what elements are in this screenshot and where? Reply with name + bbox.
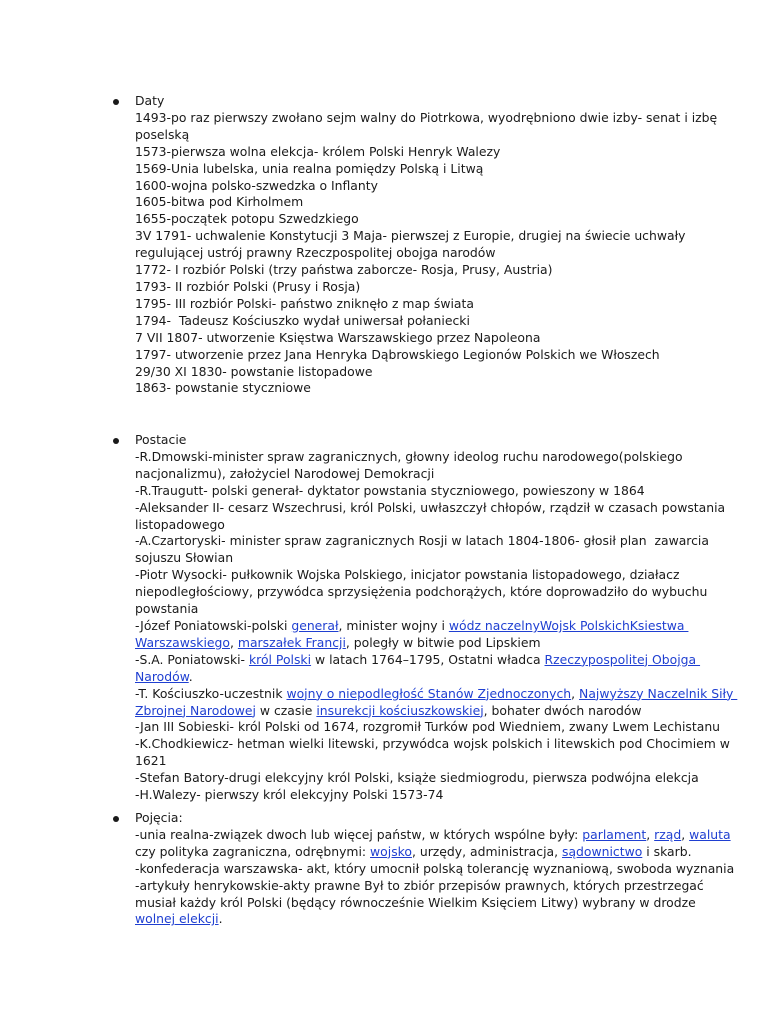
text-run: -Józef Poniatowski-polski [135, 617, 292, 633]
section-pojecia [135, 810, 735, 928]
section-daty [135, 93, 718, 397]
text-run: -Piotr Wysocki- pułkownik Wojska Polskiego, inicjator powstania listopadowego, działacz [135, 567, 680, 583]
bullet-icon [113, 438, 119, 444]
section-heading: Daty [135, 93, 165, 108]
text-run: 1795- III rozbiór Polski- państwo zniknęło z map świata [135, 295, 474, 311]
text-run: sojuszu Słowian [135, 550, 234, 566]
text-line [135, 567, 680, 584]
text-line [135, 262, 675, 279]
text-run: 1794- Tadeusz Kościuszko wydał uniwersał połaniecki [135, 312, 470, 328]
text-run: -S.A. Poniatowski- [135, 651, 249, 667]
text-line [135, 736, 730, 753]
text-line [135, 685, 738, 703]
hyperlink[interactable]: sądownictwo [562, 843, 643, 859]
text-run: . [188, 668, 193, 684]
text-run: 1797- utworzenie przez Jana Henryka Dąbrowskiego Legionów Polskich we Włoszech [135, 346, 660, 362]
text-run: 1573-pierwsza wolna elekcja- królem Polski Henryk Walezy [135, 143, 501, 159]
text-run: -unia realna-związek dwoch lub więcej państw, w których wspólne były: [135, 826, 583, 842]
text-run: -konfederacja warszawska- akt, który umocnił polską tolerancję wyznaniową, swoboda wyznania [135, 860, 735, 876]
text-run: -Stefan Batory-drugi elekcyjny król Polski, książe siedmiogrodu, pierwsza podwójna elekcja [135, 770, 699, 786]
text-run: i skarb. [642, 843, 692, 859]
bullet-icon [113, 99, 119, 105]
hyperlink[interactable]: Rzeczypospolitej Obojga [544, 651, 701, 667]
hyperlink[interactable]: wojsko [370, 843, 412, 859]
hyperlink[interactable]: rząd [654, 826, 682, 842]
text-line [135, 787, 675, 804]
section-postacie [135, 432, 738, 804]
text-line [135, 601, 675, 618]
text-line [135, 245, 675, 262]
text-line [135, 635, 675, 652]
hyperlink[interactable]: Zbrojnej Narodowej [135, 702, 256, 718]
text-run: -Jan III Sobieski- król Polski od 1674, rozgromił Turków pod Wiedniem, zwany Lwem Lechistanu [135, 719, 721, 735]
hyperlink[interactable]: marszałek Francji [237, 634, 346, 650]
text-run: poselską [135, 126, 190, 142]
text-run: 3V 1791- uchwalenie Konstytucji 3 Maja- pierwszej z Europie, drugiej na świecie uchwały [135, 228, 686, 244]
text-run: -K.Chodkiewicz- hetman wielki litewski, przywódca wojsk polskich i litewskich pod Chocimiem w [135, 736, 730, 752]
text-line [135, 703, 675, 720]
text-run: 1772- I rozbiór Polski (trzy państwa zaborcze- Rosja, Prusy, Austria) [135, 262, 553, 278]
text-run: -Aleksander II- cesarz Wszechrusi, król Polski, uwłaszczył chłopów, rządził w czasach powstania [135, 499, 726, 515]
text-run: w latach 1764–1795, Ostatni władca [311, 651, 545, 667]
text-run: 1605-bitwa pod Kirholmem [135, 194, 304, 210]
text-line [135, 651, 701, 669]
text-run: . [218, 911, 223, 927]
text-line [135, 144, 675, 161]
text-line [135, 550, 675, 567]
text-line [135, 669, 675, 686]
text-line [135, 296, 675, 313]
text-line [135, 911, 675, 928]
section-heading: Pojęcia: [135, 810, 183, 825]
text-run: , minister wojny i [338, 617, 449, 633]
text-line [135, 483, 675, 500]
text-line [135, 860, 735, 878]
text-line [135, 533, 709, 550]
text-run: 1493-po raz pierwszy zwołano sejm walny do Piotrkowa, wyodrębniono dwie izby- senat i izbę [135, 109, 718, 125]
text-run: , [229, 634, 238, 650]
text-run: czy polityka zagraniczna, odrębnymi: [135, 843, 371, 859]
text-run: 1793- II rozbiór Polski (Prusy i Rosja) [135, 278, 361, 294]
text-line [135, 877, 704, 895]
hyperlink[interactable]: Narodów [135, 668, 189, 684]
text-line [135, 894, 696, 912]
text-line [135, 617, 689, 635]
text-line [135, 161, 675, 178]
text-run: 1600-wojna polsko-szwedzka o Inflanty [135, 177, 378, 193]
text-run: 1863- powstanie styczniowe [135, 380, 311, 396]
text-line [135, 584, 708, 601]
hyperlink[interactable]: wódz naczelnyWojsk PolskichKsiestwa [448, 617, 689, 633]
text-line [135, 364, 675, 381]
text-run: nacjonalizmu), założyciel Narodowej Demokracji [135, 465, 435, 481]
text-line [135, 499, 726, 517]
hyperlink[interactable]: insurekcji kościuszkowskiej [316, 702, 484, 718]
text-run: , [571, 685, 580, 701]
text-run: -R.Traugutt- polski generał- dyktator powstania styczniowego, powieszony w 1864 [135, 482, 645, 498]
text-run: -R.Dmowski-minister spraw zagranicznych, głowny ideolog ruchu narodowego(polskiego [135, 448, 683, 464]
text-run: powstania [135, 601, 199, 617]
text-run: 29/30 XI 1830- powstanie listopadowe [135, 363, 373, 379]
text-run: w czasie [255, 702, 317, 718]
text-run: niepodległościowy, przywódca sprzysiężenia podchorążych, które doprowadziło do wybuchu [135, 584, 708, 600]
hyperlink[interactable]: waluta [689, 826, 731, 842]
text-run: musiał każdy król Polski (będący równocześnie Wielkim Księciem Litwy) wybrany w drodze [135, 894, 696, 910]
hyperlink[interactable]: wojny o niepodległość Stanów Zjednoczonych [286, 685, 572, 701]
hyperlink[interactable]: generał [291, 617, 339, 633]
text-run: listopadowego [135, 516, 225, 532]
section-heading: Postacie [135, 432, 187, 447]
text-run: 1569-Unia lubelska, unia realna pomiędzy Polską i Litwą [135, 160, 484, 176]
text-line [135, 178, 675, 195]
hyperlink[interactable]: parlament [582, 826, 647, 842]
section-lines [135, 109, 718, 397]
text-line [135, 330, 675, 347]
text-line [135, 719, 721, 736]
text-run: 1621 [135, 753, 167, 769]
text-line [135, 347, 675, 364]
text-line [135, 109, 718, 127]
text-line [135, 211, 675, 228]
text-line [135, 228, 686, 245]
bullet-icon [113, 816, 119, 822]
text-run: 1655-początek potopu Szwedzkiego [135, 211, 359, 227]
text-line [135, 448, 683, 466]
text-line [135, 466, 675, 483]
text-run: , [681, 826, 690, 842]
text-run: regulującej ustrój prawny Rzeczpospolitej obojga narodów [135, 245, 496, 261]
text-line [135, 313, 675, 330]
text-line [135, 279, 675, 296]
section-lines [135, 448, 738, 804]
text-line [135, 380, 675, 397]
hyperlink[interactable]: Najwyższy Naczelnik Siły [579, 685, 738, 701]
text-run: , urzędy, administracja, [411, 843, 562, 859]
text-line [135, 826, 731, 844]
text-run: -H.Walezy- pierwszy król elekcyjny Polski 1573-74 [135, 787, 444, 803]
hyperlink[interactable]: król Polski [248, 651, 312, 667]
hyperlink[interactable]: Warszawskiego [135, 634, 230, 650]
text-run: 7 VII 1807- utworzenie Księstwa Warszawskiego przez Napoleona [135, 329, 541, 345]
text-run: , [646, 826, 655, 842]
text-line [135, 770, 699, 787]
text-run: , bohater dwóch narodów [483, 702, 642, 718]
text-run: -artykuły henrykowskie-akty prawne Był to zbiór przepisów prawnych, których przestrzegać [135, 877, 704, 893]
text-line [135, 127, 675, 144]
text-line [135, 753, 675, 770]
section-lines [135, 826, 735, 928]
text-line [135, 194, 675, 211]
text-run: -A.Czartoryski- minister spraw zagranicznych Rosji w latach 1804-1806- głosił plan zawarcia [135, 533, 709, 549]
text-line [135, 843, 692, 861]
text-line [135, 517, 675, 534]
text-run: , poległy w bitwie pod Lipskiem [345, 634, 541, 650]
hyperlink[interactable]: wolnej elekcji [135, 911, 219, 927]
text-run: -T. Kościuszko-uczestnik [135, 685, 287, 701]
